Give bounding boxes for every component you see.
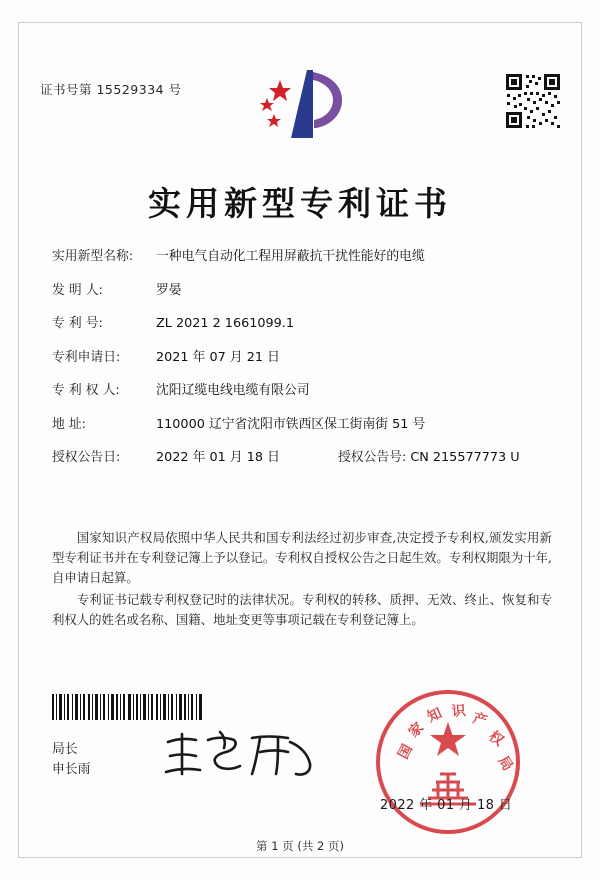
field-value: ZL 2021 2 1661099.1 <box>156 316 295 331</box>
director-name-label: 申长雨 <box>52 762 91 777</box>
seal-date: 2022 年 01 月 18 日 <box>380 798 513 813</box>
legal-text-block <box>52 528 552 632</box>
svg-text:国: 国 <box>395 742 417 762</box>
cnipa-logo <box>247 68 355 140</box>
page-footer: 第 1 页 (共 2 页) <box>256 839 344 853</box>
barcode <box>52 694 204 720</box>
field-utility-model-name <box>52 248 552 266</box>
field-grant-announcement <box>52 449 552 467</box>
field-label-grant-date: 授权公告日: <box>52 450 121 465</box>
field-label: 地 址: <box>52 416 86 432</box>
field-value: 沈阳辽缆电线电缆有限公司 <box>156 383 310 398</box>
handwritten-signature <box>160 728 320 784</box>
field-patent-number <box>52 315 552 333</box>
field-label: 专 利 号: <box>52 316 103 331</box>
field-label-grant-number: 授权公告号: <box>337 450 407 465</box>
field-label: 发 明 人: <box>52 282 103 298</box>
svg-text:知: 知 <box>425 705 445 726</box>
fields-block <box>52 248 552 483</box>
field-label: 专 利 权 人: <box>52 383 120 398</box>
official-seal <box>372 686 524 838</box>
svg-text:局: 局 <box>494 753 516 774</box>
signature-labels <box>52 740 90 780</box>
field-label: 实用新型名称: <box>52 249 134 264</box>
svg-text:权: 权 <box>485 728 507 750</box>
qr-code <box>504 72 562 130</box>
field-application-date <box>52 349 552 367</box>
field-value-grant-number: CN 215577773 U <box>410 450 520 465</box>
field-inventor <box>52 282 552 300</box>
field-patentee <box>52 382 552 400</box>
director-title-label: 局长 <box>52 742 78 757</box>
field-value: 罗晏 <box>156 282 182 298</box>
legal-paragraph-2: 专利证书记载专利权登记时的法律状况。专利权的转移、质押、无效、终止、恢复和专利权人的姓名或名称、国籍、地址变更等事项记载在专利登记簿上。 <box>52 592 552 627</box>
certificate-number: 证书号第 15529334 号 <box>40 82 182 97</box>
svg-text:产: 产 <box>470 710 489 730</box>
svg-text:识: 识 <box>451 703 467 720</box>
field-label: 专利申请日: <box>52 349 121 365</box>
field-value: 110000 辽宁省沈阳市铁西区保工街南街 51 号 <box>156 416 426 432</box>
field-address <box>52 416 552 434</box>
page-title: 实用新型专利证书 <box>148 184 452 223</box>
field-value-grant-date: 2022 年 01 月 18 日 <box>156 450 280 465</box>
field-value: 一种电气自动化工程用屏蔽抗干扰性能好的电缆 <box>156 249 425 264</box>
legal-paragraph-1: 国家知识产权局依照中华人民共和国专利法经过初步审查,决定授予专利权,颁发实用新型专利证书并在专利登记簿上予以登记。专利权自授权公告之日起生效。专利权期限为十年,自申请日起算。 <box>52 530 552 585</box>
svg-text:家: 家 <box>405 719 427 741</box>
field-value: 2021 年 07 月 21 日 <box>156 349 280 365</box>
